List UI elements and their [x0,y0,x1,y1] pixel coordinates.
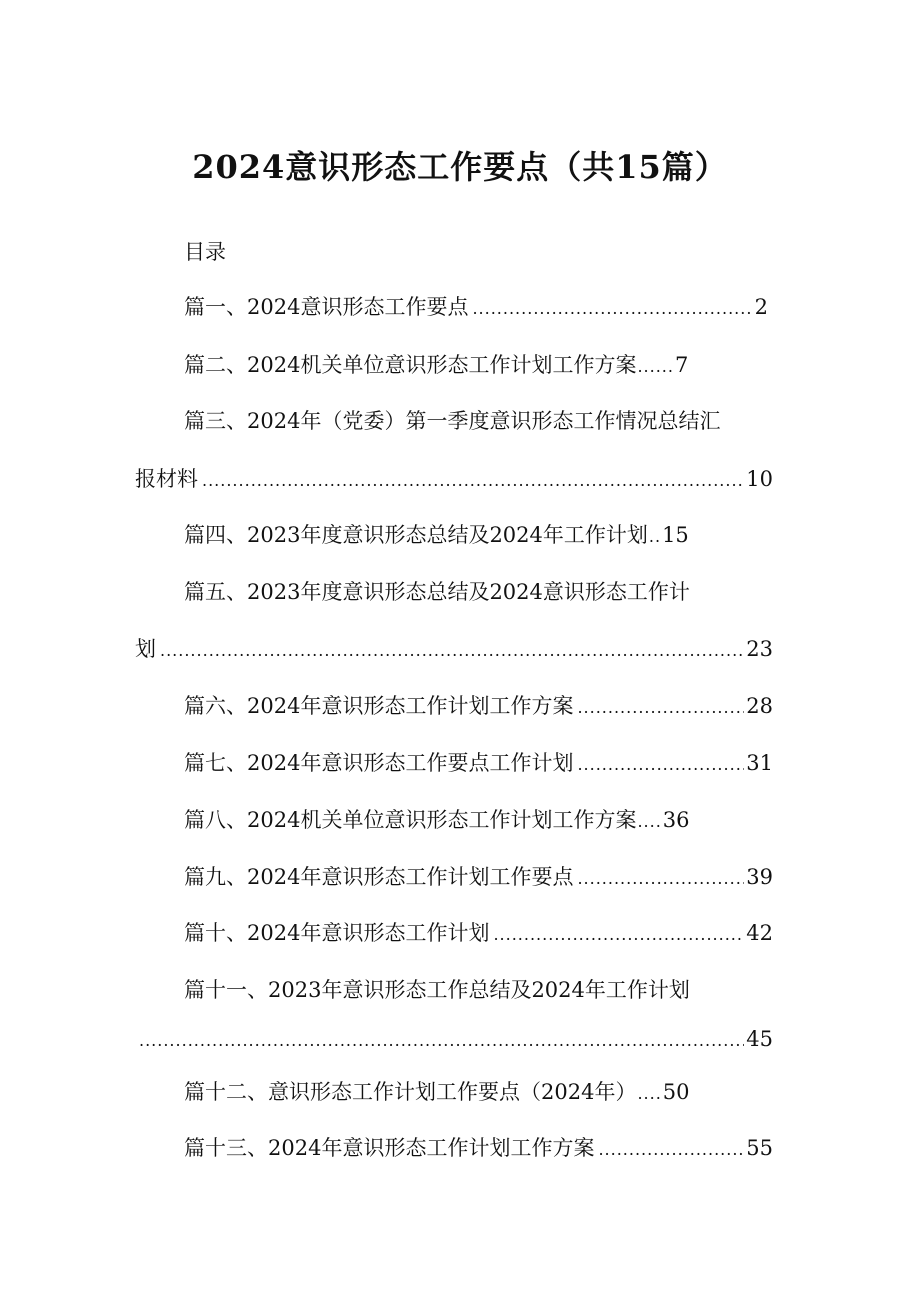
toc-entry-title: 篇三、2024年（党委）第一季度意识形态工作情况总结汇 [184,409,721,433]
toc-entry-title: 篇十、2024年意识形态工作计划 [184,921,490,945]
toc-entry-11[interactable] [184,975,690,1005]
toc-entry-title: 篇二、2024机关单位意识形态工作计划工作方案 [184,353,637,377]
toc-entry-1[interactable] [184,292,768,322]
toc-entry-title: 篇八、2024机关单位意识形态工作计划工作方案 [184,808,637,832]
toc-entry-8[interactable] [184,805,690,835]
toc-leader-dots: .... [637,1084,662,1103]
toc-leader-dots [577,864,744,894]
toc-entry-2[interactable] [184,350,688,380]
toc-page-number: 42 [746,921,773,945]
toc-leader-dots [493,920,744,950]
toc-entry-10[interactable] [184,918,773,948]
toc-page-number: 2 [754,295,768,319]
toc-page-number: 45 [746,1027,773,1051]
toc-page-number: 55 [746,1136,773,1160]
toc-entry-6[interactable] [184,691,773,721]
toc-heading: 目录 [184,240,226,264]
toc-leader-dots [202,466,744,496]
toc-page-number: 31 [746,751,773,775]
toc-entry-9[interactable] [184,862,773,892]
document-title: 2024意识形态工作要点（共15篇） [192,148,728,186]
toc-entry-5[interactable] [184,577,690,607]
toc-entry-3[interactable] [184,406,720,436]
toc-page-number: 39 [746,865,773,889]
toc-entry-4[interactable] [184,520,689,550]
toc-page-number: 7 [674,353,689,377]
toc-leader-dots [598,1135,744,1165]
toc-entry-13[interactable] [184,1133,773,1163]
toc-page-number: 15 [662,523,689,547]
toc-entry-title: 篇十一、2023年意识形态工作总结及2024年工作计划 [184,978,690,1002]
toc-page-number: 10 [746,467,773,491]
toc-entry-title: 篇一、2024意识形态工作要点 [184,295,469,319]
toc-entry-title: 篇十三、2024年意识形态工作计划工作方案 [184,1136,595,1160]
toc-entry-12[interactable] [184,1077,690,1107]
toc-entry-title: 篇七、2024年意识形态工作要点工作计划 [184,751,574,775]
toc-entry-title: 篇九、2024年意识形态工作计划工作要点 [184,865,574,889]
toc-page-number: 28 [746,694,773,718]
toc-leader-dots [577,693,744,723]
toc-entry-5-continued[interactable] [135,634,773,664]
toc-entry-title: 报材料 [135,467,198,491]
toc-page-number: 36 [662,808,690,832]
toc-leader-dots [139,1026,744,1056]
toc-entry-title: 篇四、2023年度意识形态总结及2024年工作计划 [184,523,648,547]
toc-leader-dots [160,636,744,666]
toc-leader-dots [577,750,744,780]
toc-entry-11-continued[interactable] [135,1024,773,1054]
toc-page-number: 23 [746,637,773,661]
toc-entry-7[interactable] [184,748,773,778]
toc-entry-title: 篇五、2023年度意识形态总结及2024意识形态工作计 [184,580,690,604]
toc-leader-dots: .. [648,527,662,546]
toc-entry-3-continued[interactable] [135,464,773,494]
toc-entry-title: 划 [135,637,156,661]
toc-entry-title: 篇十二、意识形态工作计划工作要点（2024年） [184,1080,637,1104]
toc-leader-dots: ...... [637,357,674,376]
toc-entry-title: 篇六、2024年意识形态工作计划工作方案 [184,694,574,718]
toc-leader-dots [472,294,752,324]
toc-leader-dots: .... [637,812,662,831]
toc-page-number: 50 [662,1080,690,1104]
